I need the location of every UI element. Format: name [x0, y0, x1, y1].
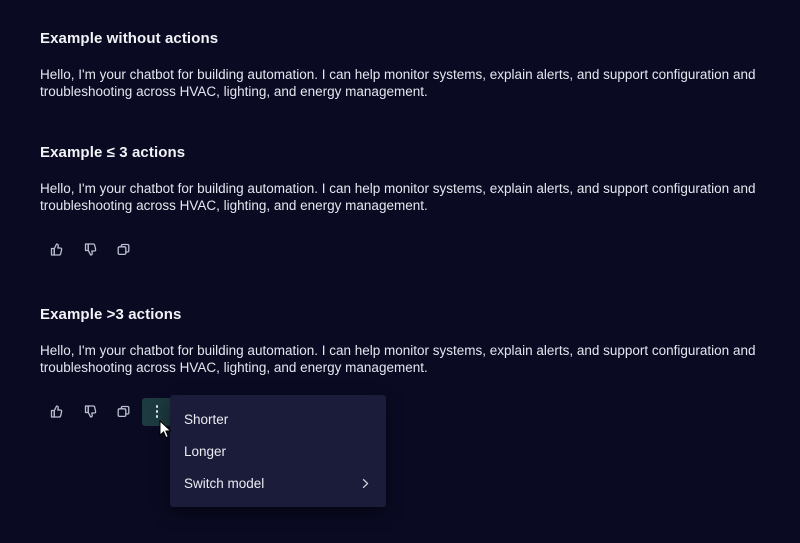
example-section-three-actions: [40, 144, 760, 264]
menu-item-switch-model[interactable]: [170, 467, 386, 499]
more-options-menu: [170, 395, 386, 507]
message-actions-row: [40, 235, 760, 263]
assistant-message: Hello, I'm your chatbot for building automation. I can help monitor systems, explain alerts, and support configuration and troubleshooting across HVAC, lighting, and energy management.: [40, 67, 756, 100]
assistant-message: Hello, I'm your chatbot for building automation. I can help monitor systems, explain alerts, and support configuration and troubleshooting across HVAC, lighting, and energy management.: [40, 343, 756, 376]
thumbs-down-icon[interactable]: [74, 235, 104, 263]
message-actions-row: [40, 398, 760, 426]
menu-item-shorter[interactable]: [170, 403, 386, 435]
copy-icon[interactable]: [108, 235, 138, 263]
copy-icon[interactable]: [108, 398, 138, 426]
section-title: Example ≤ 3 actions: [40, 143, 186, 161]
example-section-more-actions: [40, 306, 760, 426]
menu-item-label: Switch model: [184, 475, 265, 491]
section-title: Example without actions: [40, 30, 219, 47]
menu-item-longer[interactable]: [170, 435, 386, 467]
assistant-message: Hello, I'm your chatbot for building automation. I can help monitor systems, explain alerts, and support configuration and troubleshooting across HVAC, lighting, and energy management.: [40, 180, 756, 213]
menu-item-label: Longer: [184, 443, 227, 459]
thumbs-up-icon[interactable]: [40, 398, 70, 426]
chevron-right-icon: [359, 477, 372, 490]
example-section-no-actions: [40, 30, 760, 101]
kebab-dots: [156, 405, 159, 418]
thumbs-down-icon[interactable]: [74, 398, 104, 426]
menu-item-label: Shorter: [184, 411, 229, 427]
section-title: Example >3 actions: [40, 306, 182, 324]
more-options-icon[interactable]: [142, 398, 172, 426]
thumbs-up-icon[interactable]: [40, 235, 70, 263]
